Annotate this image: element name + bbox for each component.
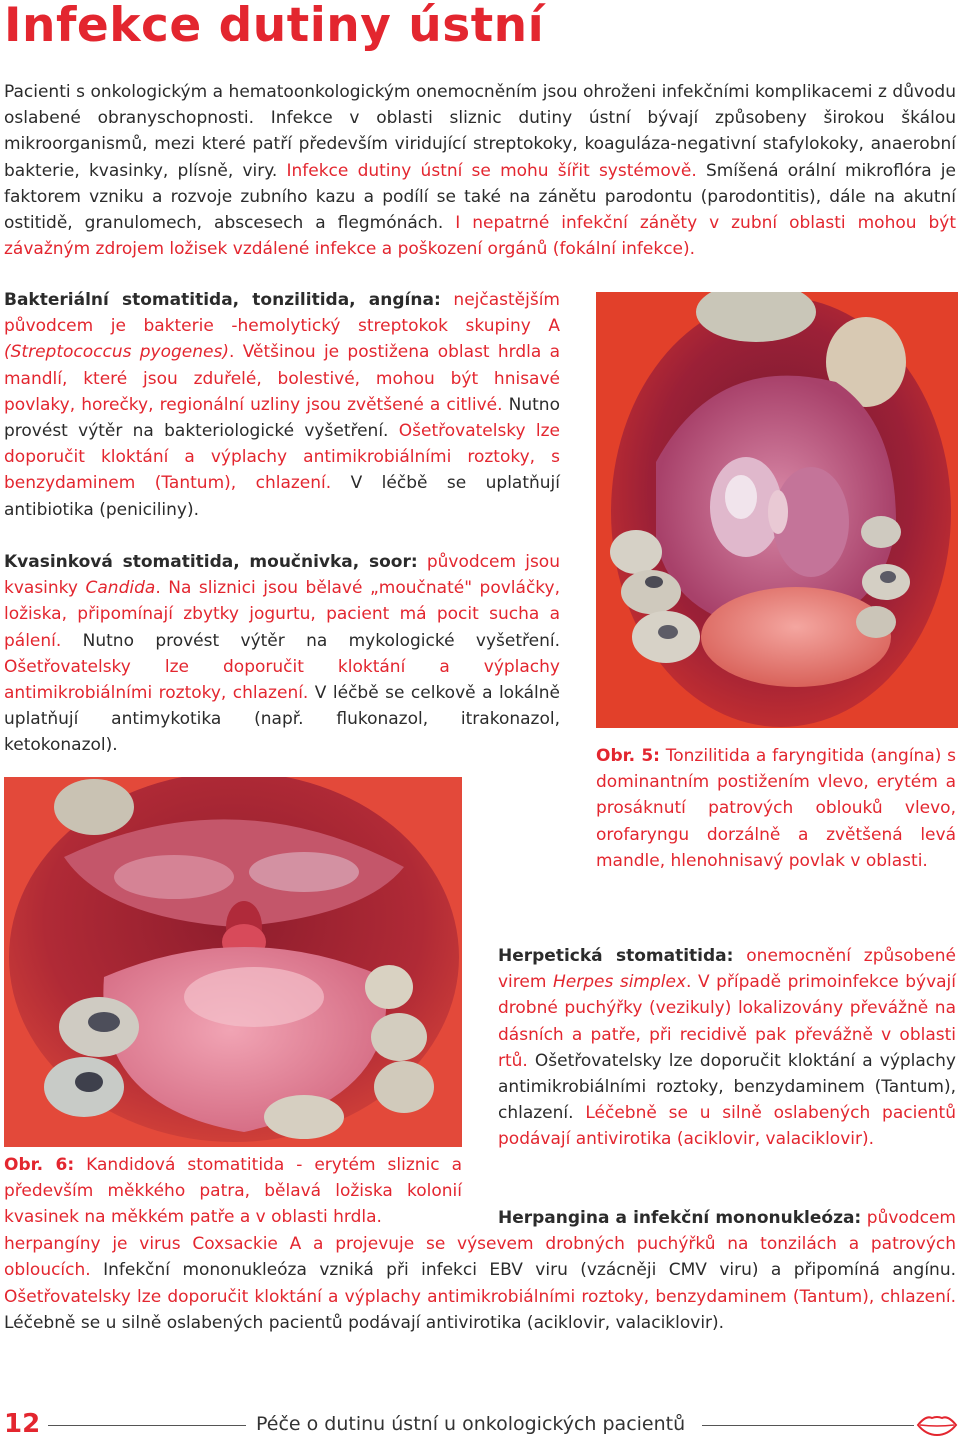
candida-text-4: Ošetřovatelsky lze doporučit kloktání a výplachy antimikrobiálními roztoky, chlazení.: [4, 656, 560, 704]
intro-paragraph: [4, 79, 956, 262]
bacterial-section: [4, 287, 560, 523]
candida-text-1: původcem jsou kvasinky: [4, 552, 560, 599]
figure-5-label: Obr. 5:: [596, 746, 660, 766]
intro-text-2: Infekce dutiny ústní se mohu šířit systémově.: [286, 160, 697, 181]
footer-title: Péče o dutinu ústní u onkologických pacientů: [256, 1413, 686, 1435]
candida-text-2: . Na sliznici jsou bělavé „moučnaté" povláčky, ložiska, připomínají zbytky jogurtu, pacient má pocit sucha a pálení.: [4, 578, 560, 651]
bacterial-text-1: nejčastějším původcem je bakterie -hemolytický streptokok skupiny A: [4, 290, 560, 337]
figure-6-photo: [4, 777, 462, 1147]
figure-5-photo: [596, 292, 958, 728]
footer-divider-left: [48, 1425, 246, 1426]
page-number: 12: [4, 1409, 41, 1439]
herpes-heading: Herpetická stomatitida:: [498, 946, 734, 966]
candida-species: Candida: [85, 578, 156, 599]
bacterial-text-4: Ošetřovatelsky lze doporučit kloktání a výplachy antimikrobiálními roztoky, s benzydaminem (Tantum), chlazení.: [4, 421, 560, 494]
intro-text-4: I nepatrné infekční záněty v zubní oblasti mohou být závažným zdrojem ložisek vzdálené infekce a poškození orgánů (fokální infekce).: [4, 213, 956, 260]
herpangina-section: [4, 1205, 956, 1336]
herpes-text-2: . V případě primoinfekce bývají drobné puchýřky (vezikuly) lokalizovány převážně na dásních a patře, při recidivě pak převážně v oblasti rtů.: [498, 972, 957, 1071]
candida-section: [4, 549, 560, 759]
herpangina-heading: Herpangina a infekční mononukleóza:: [498, 1208, 862, 1228]
herpangina-text-2: Infekční mononukleóza vzniká při infekci EBV viru (vzácněji CMV viru) a připomíná angínu.: [90, 1260, 956, 1281]
candida-heading: Kvasinková stomatitida, moučnivka, soor:: [4, 552, 418, 572]
herpes-section: [498, 943, 956, 1153]
figure-5-caption: [596, 743, 956, 874]
bacterial-text-5: V léčbě se uplatňují antibiotika (peniciliny).: [4, 473, 560, 520]
footer-divider-right: [702, 1425, 914, 1426]
lips-icon: [916, 1413, 958, 1437]
bacterial-heading: Bakteriální stomatitida, tonzilitida, angína:: [4, 290, 441, 310]
bacterial-text-3: Nutno provést výtěr na bakteriologické vyšetření.: [4, 394, 560, 442]
herpangina-text-4: Léčebně se u silně oslabených pacientů podávají antivirotika (aciklovir, valaciklovir).: [4, 1312, 725, 1333]
intro-text-1: Pacienti s onkologickým a hematoonkologickým onemocněním jsou ohroženi infekčními komplikacemi z důvodu oslabené obranyschopnosti. Infekce v oblasti sliznic dutiny ústní bývají způsobeny širokou škálou mikroorganismů, mezi které patří především viridující streptokoky, koaguláza-negativní stafylokoky, anaerobní bakterie, kvasinky, plísně, viry.: [4, 82, 956, 181]
herpangina-text-1: původcem herpangíny je virus Coxsackie A a projevuje se výsevem drobných puchýřků na tonzilách a patrových obloucích.: [4, 1208, 956, 1281]
candida-text-3: Nutno provést výtěr na mykologické vyšetření.: [61, 630, 560, 651]
bacterial-text-2: . Většinou je postižena oblast hrdla a mandlí, které jsou zduřelé, bolestivé, mohou být hnisavé povlaky, horečky, regionální uzliny jsou zvětšené a citlivé.: [4, 342, 560, 415]
page-title: Infekce dutiny ústní: [4, 0, 545, 53]
herpes-text-1: onemocnění způsobené virem: [498, 946, 956, 993]
candida-mouth-image: [4, 777, 462, 1147]
figure-6-text: Kandidová stomatitida - erytém sliznic a především měkkého patra, bělavá ložiska kolonií kvasinek na měkkém patře a v oblasti hrdla.: [4, 1155, 462, 1228]
intro-text-3: Smíšená orální mikroflóra je faktorem vzniku a rozvoje zubního kazu a podílí se také na zánětu parodontu (parodontitis), dále na akutní ostitidě, granulomech, abscesech a flegmónách.: [4, 160, 956, 234]
candida-text-5: V léčbě se celkově a lokálně uplatňují antimykotika (např. flukonazol, itrakonazol, ketokonazol).: [4, 683, 560, 756]
bacterial-species: (Streptococcus pyogenes): [4, 342, 229, 363]
herpes-text-3: Ošetřovatelsky lze doporučit kloktání a výplachy antimikrobiálními roztoky, benzydaminem (Tantum), chlazení.: [498, 1050, 956, 1124]
herpangina-text-3: Ošetřovatelsky lze doporučit kloktání a výplachy antimikrobiálními roztoky, benzydaminem (Tantum), chlazení.: [4, 1286, 956, 1307]
herpes-text-4: Léčebně se u silně oslabených pacientů podávají antivirotika (aciklovir, valaciklovir).: [498, 1103, 956, 1150]
figure-6-label: Obr. 6:: [4, 1155, 75, 1175]
tonsillitis-throat-image: [596, 292, 958, 728]
herpes-species: Herpes simplex: [552, 972, 687, 993]
figure-5-text: Tonzilitida a faryngitida (angína) s dominantním postižením vlevo, erytém a prosáknutí patrových oblouků vlevo, orofaryngu dorzálně a zvětšená levá mandle, hlenohnisavý povlak v oblasti.: [596, 746, 956, 871]
